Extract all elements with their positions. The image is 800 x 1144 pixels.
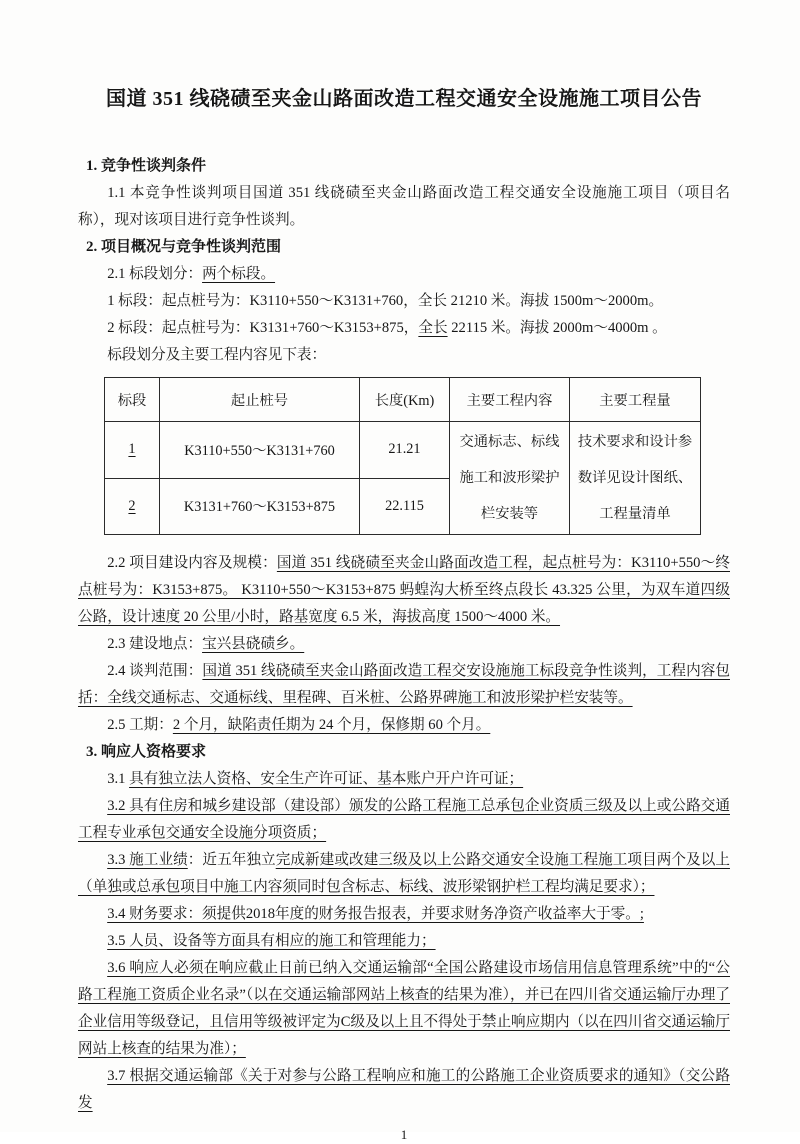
header-cell-main-quantity: 主要工程量 (570, 378, 701, 422)
clause-2-5 (78, 712, 730, 739)
page-number: 1 (400, 1127, 408, 1142)
clause-2-3 (78, 631, 730, 658)
clause-3-2 (78, 793, 730, 847)
bid-segment-2-post: 22115 米。海拔 2000m～4000m 。 (447, 320, 667, 336)
clause-3-6-text: 3.6 响应人必须在响应截止日前已纳入交通运输部“全国公路建设市场信用信息管理系统”中的“公路工程施工资质企业名录”（以在交通运输部网站上核查的结果为准），并已在四川省交通运输厅办理了企业信用等级登记，且信用等级被评定为C级及以上且不得处于禁止响应期内（以在四川省交通运输厅网站上核查的结果为准）； (78, 960, 730, 1057)
clause-2-1-label: 2.1 标段划分： (107, 266, 203, 282)
bid-segment-2-pre: 2 标段：起点桩号为：K3131+760～K3153+875， (107, 320, 419, 336)
clause-3-7 (78, 1063, 730, 1117)
cell-section-no (105, 422, 160, 479)
clause-2-1-value: 两个标段。 (202, 266, 276, 282)
table-header-row (105, 378, 701, 422)
clause-2-4-value: 国道 351 线硗碛至夹金山路面改造工程交安设施施工标段竞争性谈判，工程内容包括：全线交通标志、交通标线、里程碑、百米桩、公路界碑施工和波形梁护栏安装等。 (78, 663, 730, 706)
clause-3-1 (78, 766, 730, 793)
clause-3-5 (78, 928, 730, 955)
header-cell-stake-range: 起止桩号 (160, 378, 360, 422)
clause-3-2-text: 3.2 具有住房和城乡建设部（建设部）颁发的公路工程施工总承包企业资质三级及以上或公路交通工程专业承包交通安全设施分项资质； (78, 798, 730, 841)
clause-3-3-head: 3.3 施工业绩 (107, 852, 188, 868)
clause-3-3-plain: ：近五年独立 (187, 852, 276, 868)
clause-2-1 (78, 261, 730, 288)
cell-stake-range: K3131+760～K3153+875 (160, 478, 360, 535)
clause-2-3-value: 宝兴县硗碛乡。 (202, 636, 305, 652)
table-row (105, 422, 701, 479)
cell-length: 21.21 (360, 422, 450, 479)
cell-main-quantity: 技术要求和设计参数详见设计图纸、工程量清单 (570, 422, 701, 535)
clause-2-2-label: 2.2 项目建设内容及规模： (107, 555, 277, 571)
header-cell-main-content: 主要工程内容 (450, 378, 570, 422)
clause-3-4 (78, 901, 730, 928)
cell-stake-range: K3110+550～K3131+760 (160, 422, 360, 479)
clause-2-4-label: 2.4 谈判范围： (107, 663, 203, 679)
section-2-heading: 2. 项目概况与竞争性谈判范围 (86, 239, 282, 255)
section-1-heading: 1. 竞争性谈判条件 (86, 158, 207, 174)
clause-1-1: 1.1 本竞争性谈判项目国道 351 线硗碛至夹金山路面改造工程交通安全设施施工项目（项目名称），现对该项目进行竞争性谈判。 (78, 185, 730, 228)
section-no-1: 1 (128, 441, 136, 458)
clause-3-1-value: 具有独立法人资格、安全生产许可证、基本账户开户许可证； (129, 771, 524, 787)
table-intro: 标段划分及主要工程内容见下表： (107, 347, 327, 363)
clause-3-3-tail: 完成新建或改建三级及以上公路交通安全设施工程施工项目两个及以上（单独或总承包项目中施工内容须同时包含标志、标线、波形梁钢护栏工程均满足要求）； (78, 852, 730, 895)
cell-length: 22.115 (360, 478, 450, 535)
clause-3-6 (78, 955, 730, 1063)
clause-3-1-label: 3.1 (107, 771, 130, 787)
section-3-heading: 3. 响应人资格要求 (86, 744, 207, 760)
clause-3-7-text: 3.7 根据交通运输部《关于对参与公路工程响应和施工的公路施工企业资质要求的通知》（交公路发 (78, 1068, 730, 1111)
header-cell-section: 标段 (105, 378, 160, 422)
clause-3-3 (78, 847, 730, 901)
clause-2-5-label: 2.5 工期： (107, 717, 173, 733)
header-cell-length: 长度(Km) (360, 378, 450, 422)
bid-segment-2-underlined: 全长 (418, 320, 448, 336)
section-no-2: 2 (128, 497, 136, 514)
bid-segment-1: 1 标段：起点桩号为：K3110+550～K3131+760，全长 21210 米。海拔 1500m～2000m。 (107, 293, 664, 309)
document-title: 国道 351 线硗碛至夹金山路面改造工程交通安全设施施工项目公告 (106, 88, 702, 110)
clause-2-2 (78, 550, 730, 631)
clause-2-5-value: 2 个月，缺陷责任期为 24 个月，保修期 60 个月。 (172, 717, 491, 733)
clause-2-4 (78, 658, 730, 712)
bid-sections-table (104, 377, 701, 535)
cell-main-content: 交通标志、标线施工和波形梁护栏安装等 (450, 422, 570, 535)
bid-segment-2 (78, 315, 730, 342)
clause-2-3-label: 2.3 建设地点： (107, 636, 203, 652)
clause-3-4-text: 3.4 财务要求：须提供2018年度的财务报告报表，并要求财务净资产收益率大于零。; (107, 906, 644, 922)
clause-2-2-value: 国道 351 线硗碛至夹金山路面改造工程，起点桩号为：K3110+550～终点桩号为：K3153+875。 K3110+550～K3153+875 蚂蝗沟大桥至终点段长 43.325 公里，为双车道四级公路，设计速度 20 公里/小时，路基宽度 6.5 米，海拔高度 1500～4000 米。 (78, 555, 730, 625)
cell-section-no (105, 478, 160, 535)
clause-3-5-text: 3.5 人员、设备等方面具有相应的施工和管理能力； (107, 933, 436, 949)
